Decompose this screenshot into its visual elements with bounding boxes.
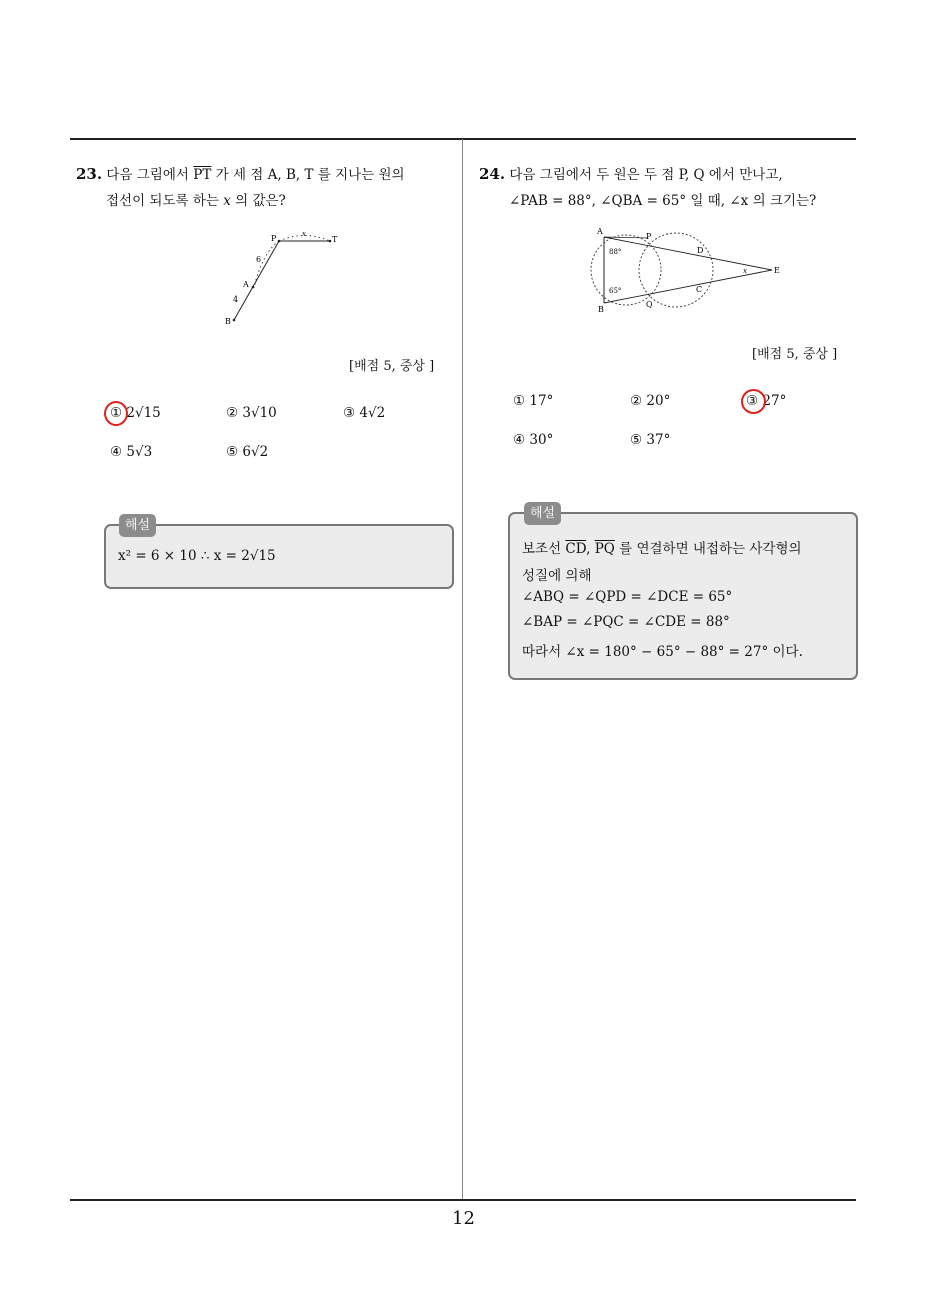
q24-sol-pre: 보조선 [522,541,562,557]
q23-figure [222,228,342,328]
q23-segment: $\overline{PT}$ [193,167,212,183]
q24-choice-5[interactable]: ⑤ 37° [630,432,671,448]
q24-sol-seg-pq: $\overline{PQ}$ [594,541,615,557]
top-rule [70,138,856,140]
q23-label-b: B [225,317,231,326]
q23-number: 23. [76,165,103,183]
q24-choice-1[interactable]: ① 17° [513,393,554,409]
q24-label-x: x [743,267,747,275]
q24-choice-2[interactable]: ② 20° [630,393,671,409]
q23-choice-5[interactable]: ⑤ 6√2 [226,444,269,460]
q24-solution-line-4: ∠BAP = ∠PQC = ∠CDE = 88° [522,614,730,630]
q23-score: [배점 5, 중상 ] [349,359,435,374]
q23-label-a: A [243,280,249,289]
q24-solution-tag: 해설 [524,502,561,525]
q23-line2-post: 의 값은? [235,193,286,209]
q24-label-p: P [646,232,652,241]
q24-label-b: B [598,305,604,314]
q24-prompt [479,161,859,214]
q24-label-e: E [774,266,780,275]
q24-label-d: D [697,246,704,255]
q24-number: 24. [479,165,506,183]
q24-label-c: C [696,285,703,294]
q23-solution-tag: 해설 [119,514,156,537]
q23-choice-4[interactable]: ④ 5√3 [110,444,153,460]
q24-line1: 다음 그림에서 두 원은 두 점 P, Q 에서 만나고, [509,167,783,183]
q23-label-x: x [302,230,306,238]
q23-label-6: 6 [256,255,262,264]
q23-line2-pre: 접선이 되도록 하는 [106,193,219,209]
q23-var: x [223,193,231,209]
q23-answer-mark [104,401,128,426]
q23-choice-3[interactable]: ③ 4√2 [343,405,386,421]
q24-line2: ∠PAB = 88°, ∠QBA = 65° 일 때, ∠x 의 크기는? [509,193,817,209]
q24-label-88: 88° [609,248,622,256]
q23-prompt [76,161,460,214]
q24-sol-seg-cd: $\overline{CD}$ [565,541,587,557]
q24-figure [582,226,792,316]
q24-sol-post: 를 연결하면 내접하는 사각형의 [619,541,802,557]
page-number: 12 [452,1208,475,1229]
bottom-rule [70,1199,856,1201]
center-divider [462,139,463,1201]
q24-left-circle [591,235,661,305]
q23-choice-2[interactable]: ② 3√10 [226,405,277,421]
q24-answer-mark [741,389,766,414]
q23-choice-1[interactable]: ① 2√15 [110,405,161,421]
q23-label-t: T [332,235,338,244]
q23-solution-line: x² = 6 × 10 ∴ x = 2√15 [118,548,276,564]
q23-text-post: 가 세 점 A, B, T 를 지나는 원의 [215,167,405,183]
q23-segment-pb [234,241,279,320]
q24-solution-line-1 [522,537,802,557]
q24-label-65: 65° [609,287,622,295]
q24-solution-line-5: 따라서 ∠x = 180° − 65° − 88° = 27° 이다. [522,644,803,660]
q24-choice-3[interactable]: ③ 27° [746,393,787,409]
q24-solution-line-2: 성질에 의해 [522,568,592,584]
q24-choice-4[interactable]: ④ 30° [513,432,554,448]
q24-solution-line-3: ∠ABQ = ∠QPD = ∠DCE = 65° [522,589,733,605]
q23-label-p: P [271,234,277,243]
q24-label-q: Q [646,300,653,309]
q24-label-a: A [597,227,603,236]
q23-label-4: 4 [233,295,239,304]
q24-sol-comma: , [586,541,591,557]
q24-score: [배점 5, 중상 ] [752,347,838,362]
q23-text-pre: 다음 그림에서 [106,167,189,183]
